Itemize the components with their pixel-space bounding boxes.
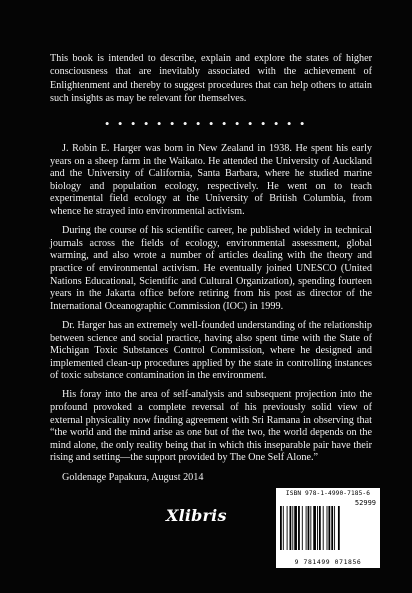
barcode-bar <box>317 506 318 550</box>
barcode-bar <box>319 506 321 550</box>
barcode-bar <box>328 506 330 550</box>
barcode-bar <box>327 506 328 550</box>
barcode-bar <box>283 506 284 550</box>
intro-paragraph: This book is intended to describe, explain and explore the states of higher consciousness that are inevitably associated with the achievement of Enlightenment and thereby to suggest procedures that can help others to attain such insights as may be relevant for themselves. <box>50 53 372 105</box>
isbn-label: ISBN 978-1-4990-7185-6 <box>285 490 371 497</box>
barcode-panel <box>276 488 380 568</box>
ean-digits: 9 781499 071856 <box>294 558 362 566</box>
bio-paragraph: Dr. Harger has an extremely well-founded understanding of the relationship between science and social practice, having also spent time with the State of Michigan Toxic Substances Control Commission, where he designed and implemented clean-up procedures applied by the state in controlling instances of toxic substance contamination in the environment. <box>50 319 372 382</box>
bio-paragraph: J. Robin E. Harger was born in New Zealand in 1938. He spent his early years on a sheep farm in the Waikato. He attended the University of Auckland and the University of California, Santa Barbara, where he studied marine biology and population ecology, respectively. He went on to teach experimental field ecology at the University of British Columbia, from whence he strayed into environmental activism. <box>50 143 372 217</box>
author-bio <box>50 143 372 491</box>
barcode-bar <box>338 506 340 550</box>
barcode-bar <box>298 506 300 550</box>
barcode-icon <box>280 506 352 550</box>
barcode-bar <box>331 506 333 550</box>
bio-paragraph: During the course of his scientific career, he published widely in technical journals across the fields of ecology, environmental assessment, global warming, and also wrote a number of articles dealing with the theory and practice of environmental activism. He eventually joined UNESCO (United Nations Educational, Scientific and Cultural Organization), spending fourteen years in the Jakarta office before retiring from his post as director of the International Oceanographic Commission (IOC) in 1999. <box>50 225 372 312</box>
barcode-bar <box>308 506 310 550</box>
barcode-bar <box>280 506 282 550</box>
barcode-bar <box>334 506 335 550</box>
barcode-bar <box>323 506 324 550</box>
barcode-bar <box>306 506 307 550</box>
bio-paragraph: His foray into the area of self-analysis and subsequent projection into the profound provoked a complete reversal of his previously solid view of external physicality now finding agreement with Sri Ramana in observing that “the world and the mind arise as one but of the two, the world depends on the mind alone, the only reality being that in which this inseparable pair have their rising and setting—the support provided by The One Self Alone.” <box>50 389 372 464</box>
barcode-bar <box>292 506 293 550</box>
barcode-bar <box>287 506 288 550</box>
barcode-bar <box>302 506 303 550</box>
author-signature: Goldenage Papakura, August 2014 <box>62 471 204 483</box>
barcode-bar <box>313 506 316 550</box>
barcode-bar <box>310 506 311 550</box>
divider-dots: • • • • • • • • • • • • • • • • <box>104 116 308 131</box>
publisher-logo: Xlibris <box>166 506 227 525</box>
barcode-bar <box>294 506 297 550</box>
barcode-bar <box>290 506 292 550</box>
price-code: 52999 <box>354 499 376 507</box>
